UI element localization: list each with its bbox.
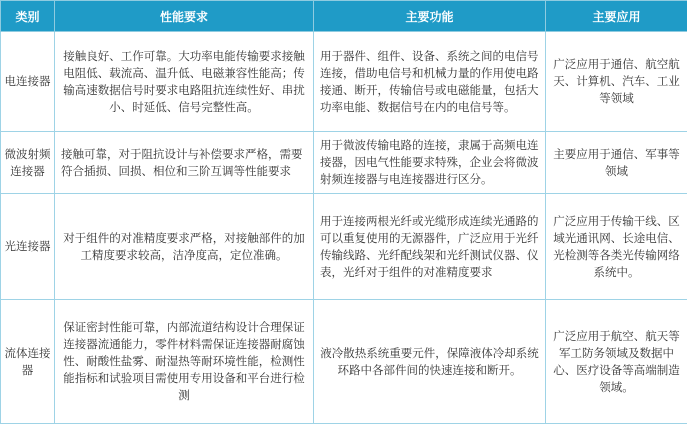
row-application: 广泛应用于航空、航天等军工防务领域及数据中心、医疗设备等高端制造领域。 [546, 300, 687, 424]
row-application: 主要应用于通信、军事等领域 [546, 132, 687, 194]
row-performance: 接触可靠，对于阻抗设计与补偿要求严格，需要符合插损、回损、相位和三阶互调等性能要求 [55, 132, 314, 194]
header-category: 类别 [1, 1, 55, 32]
row-application: 广泛应用于通信、航空航天、计算机、汽车、工业等领域 [546, 32, 687, 132]
table-header-row [1, 1, 687, 32]
header-performance: 性能要求 [55, 1, 314, 32]
row-function: 用于连接两根光纤或光缆形成连续光通路的可以重复使用的无源器件，广泛应用于光纤传输线路、光纤配线架和光纤测试仪器、仪表，光纤对于组件的对准精度要求 [314, 194, 546, 300]
row-function: 用于微波传输电路的连接，隶属于高频电连接器，因电气性能要求特殊，企业会将微波射频连接器与电连接器进行区分。 [314, 132, 546, 194]
header-application: 主要应用 [546, 1, 687, 32]
row-application: 广泛应用于传输干线、区域光通讯网、长途电信、光检测等各类光传输网络系统中。 [546, 194, 687, 300]
table-row [1, 194, 687, 300]
row-performance: 接触良好、工作可靠。大功率电能传输要求接触电阻低、载流高、温升低、电磁兼容性能高；传输高速数据信号时要求电路阻抗连续性好、串扰小、时延低、信号完整性高。 [55, 32, 314, 132]
row-function: 液冷散热系统重要元件，保障液体冷却系统环路中各部件间的快速连接和断开。 [314, 300, 546, 424]
table-row [1, 300, 687, 424]
row-performance: 保证密封性能可靠，内部流道结构设计合理保证连接器流通能力，零件材料需保证连接器耐腐蚀性、耐酸性盐雾、耐湿热等耐环境性能，检测性能指标和试验项目需使用专用设备和平台进行检测 [55, 300, 314, 424]
row-category: 电连接器 [1, 32, 55, 132]
row-category: 流体连接器 [1, 300, 55, 424]
table-row [1, 32, 687, 132]
row-category: 光连接器 [1, 194, 55, 300]
table-row [1, 132, 687, 194]
header-function: 主要功能 [314, 1, 546, 32]
row-category: 微波射频连接器 [1, 132, 55, 194]
row-function: 用于器件、组件、设备、系统之间的电信号连接，借助电信号和机械力量的作用使电路接通、断开，传输信号或电磁能量，包括大功率电能、数据信号在内的电信号等。 [314, 32, 546, 132]
row-performance: 对于组件的对准精度要求严格，对接触部件的加工精度要求较高，洁净度高，定位准确。 [55, 194, 314, 300]
